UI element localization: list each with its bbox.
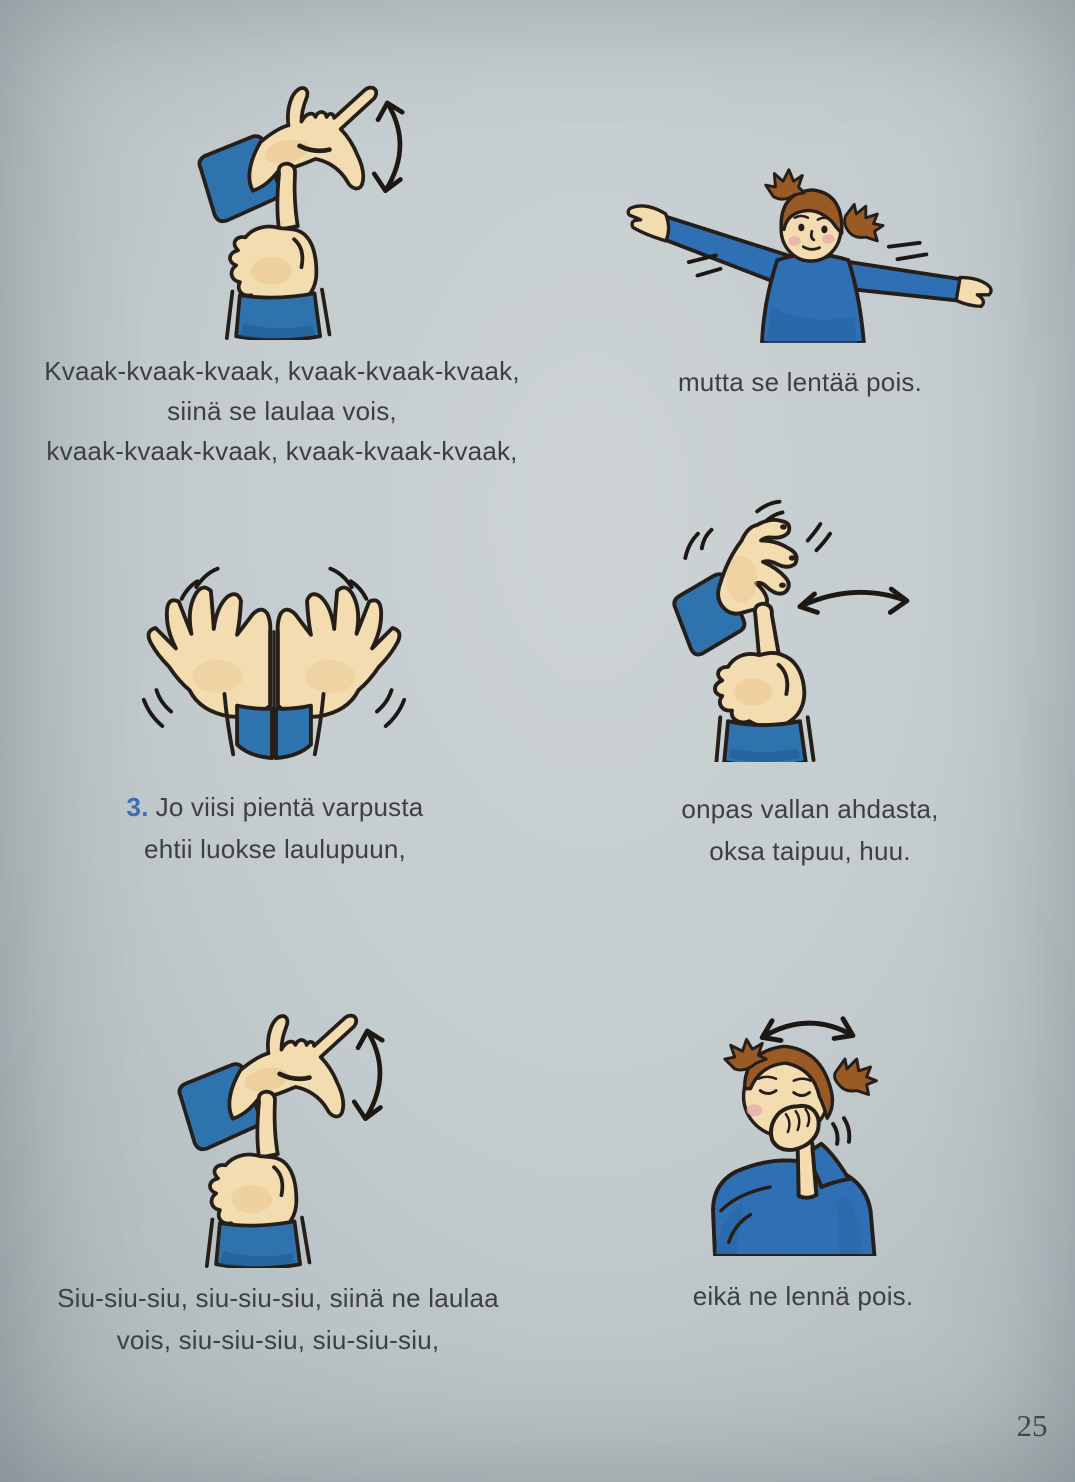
verse-number: 3. <box>126 792 149 822</box>
illustration-duck-beak-hand-2 <box>162 988 414 1268</box>
illustration-duck-beak-hand-1 <box>182 60 434 340</box>
caption-top-left <box>8 351 556 471</box>
illustration-open-palms <box>128 558 420 762</box>
caption-line: oksa taipuu, huu. <box>709 836 911 866</box>
caption-line: siinä se laulaa vois, <box>167 396 397 426</box>
illustration-flying-child <box>608 160 1012 343</box>
caption-line: kvaak-kvaak-kvaak, kvaak-kvaak-kvaak, <box>46 436 518 466</box>
caption-bottom-right <box>628 1276 978 1316</box>
caption-top-right <box>620 362 980 402</box>
caption-line: Siu-siu-siu, siu-siu-siu, siinä ne laulaa <box>57 1283 499 1313</box>
caption-bottom-left <box>8 1277 548 1361</box>
caption-mid-left <box>20 786 530 870</box>
caption-line: eikä ne lennä pois. <box>692 1281 914 1311</box>
caption-line: onpas vallan ahdasta, <box>681 794 939 824</box>
caption-line: vois, siu-siu-siu, siu-siu-siu, <box>116 1325 440 1355</box>
page-number: 25 <box>1016 1408 1048 1443</box>
caption-line: ehtii luokse laulupuun, <box>144 834 406 864</box>
caption-line: 3. Jo viisi pientä varpusta <box>126 792 424 822</box>
caption-line: mutta se lentää pois. <box>677 367 923 397</box>
illustration-claw-hand <box>652 490 944 762</box>
caption-line: Kvaak-kvaak-kvaak, kvaak-kvaak-kvaak, <box>44 356 520 386</box>
caption-mid-right <box>630 788 990 872</box>
illustration-child-hand-at-face <box>652 1000 967 1256</box>
